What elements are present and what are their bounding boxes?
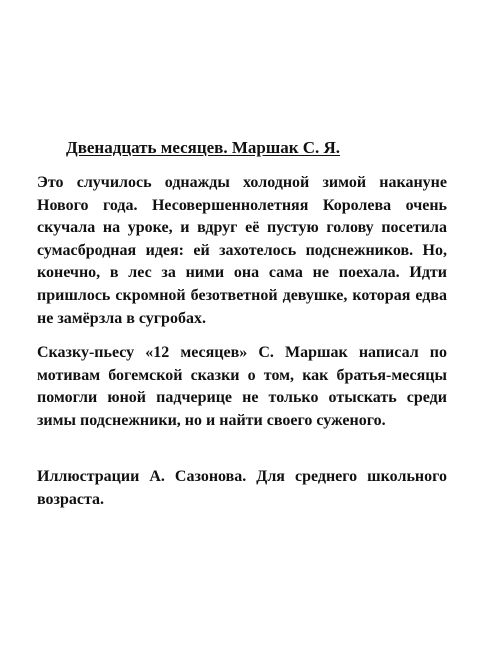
paragraph-synopsis: Это случилось однажды холодной зимой накануне Нового года. Несовершеннолетняя Королева очень скучала на уроке, и вдруг её пустую голову посетила сумасбродная идея: ей захотелось подснежников. Но, конечно, в лес за ними она сама не поехала. Идти пришлось скромной безответной девушке, которая едва не замёрзла в сугробах. [37, 174, 447, 327]
paragraph-origin: Сказку-пьесу «12 месяцев» С. Маршак написал по мотивам богемской сказки о том, как братья-месяцы помогли юной падчерице не только отыскать среди зимы подснежники, но и найти своего суженого. [37, 344, 447, 429]
paragraph-illustrations: Иллюстрации А. Сазонова. Для среднего школьного возраста. [37, 468, 447, 508]
document-title: Двенадцать месяцев. Маршак С. Я. [66, 138, 341, 157]
